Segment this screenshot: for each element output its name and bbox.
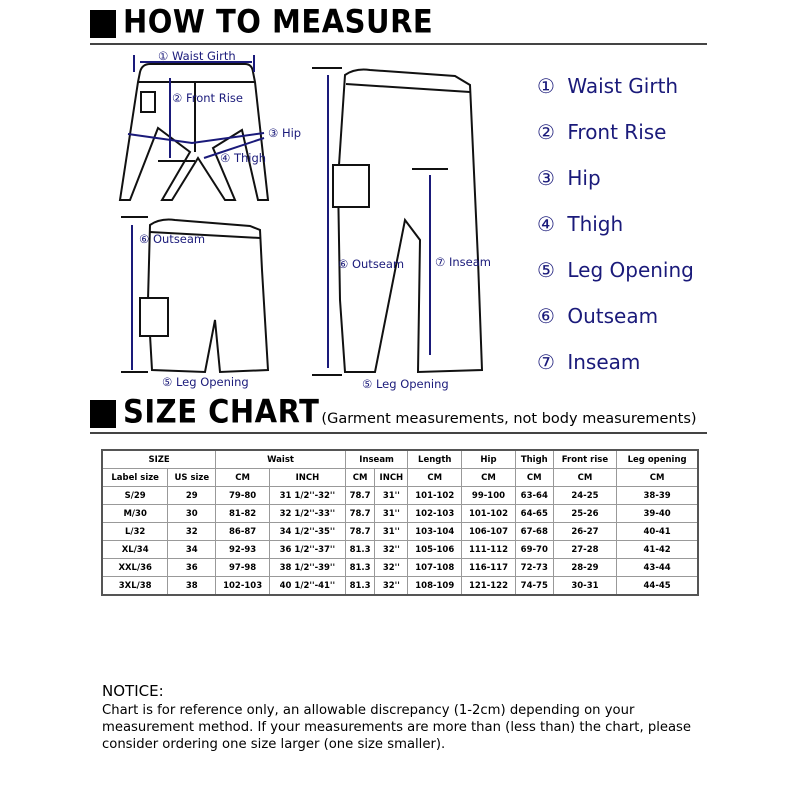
- table-cell: 32'': [375, 577, 408, 596]
- notice-section: [102, 683, 712, 753]
- col-group-leg-opening: Leg opening: [617, 450, 698, 469]
- col-group-waist: Waist: [216, 450, 346, 469]
- outseam-label-shorts: ⑥ Outseam: [139, 232, 206, 246]
- table-sub-header-row: [102, 469, 698, 487]
- table-row: [102, 559, 698, 577]
- table-cell: 32: [168, 523, 216, 541]
- table-cell: 74-75: [515, 577, 553, 596]
- table-cell: 92-93: [216, 541, 270, 559]
- table-cell: 106-107: [462, 523, 516, 541]
- table-cell: 102-103: [216, 577, 270, 596]
- hip-label: ③ Hip: [268, 126, 302, 140]
- front-pants-diagram: [120, 49, 301, 200]
- table-cell: 78.7: [345, 505, 375, 523]
- table-cell: 81.3: [345, 559, 375, 577]
- table-cell: 32'': [375, 541, 408, 559]
- table-row: [102, 505, 698, 523]
- table-cell: 36: [168, 559, 216, 577]
- table-cell: 64-65: [515, 505, 553, 523]
- table-cell: 27-28: [553, 541, 617, 559]
- table-cell: 107-108: [408, 559, 462, 577]
- notice-title: NOTICE:: [102, 682, 164, 700]
- table-cell: 108-109: [408, 577, 462, 596]
- table-cell: L/32: [102, 523, 168, 541]
- leg-opening-label-shorts: ⑤ Leg Opening: [162, 375, 249, 389]
- notice-text: Chart is for reference only, an allowable discrepancy (1-2cm) depending on your measurement method. If your measurements are more than (less than) the chart, please consider ordering one size larger (one size smaller).: [102, 703, 692, 752]
- table-cell: 31'': [375, 523, 408, 541]
- size-chart-subtitle: (Garment measurements, not body measurements): [321, 411, 697, 427]
- table-cell: 32 1/2''-33'': [269, 505, 345, 523]
- table-cell: 3XL/38: [102, 577, 168, 596]
- sub-header-cell: US size: [168, 469, 216, 487]
- thigh-label: ④ Thigh: [220, 151, 267, 165]
- table-cell: 40-41: [617, 523, 698, 541]
- col-group-hip: Hip: [462, 450, 516, 469]
- table-cell: 38 1/2''-39'': [269, 559, 345, 577]
- table-row: [102, 523, 698, 541]
- size-chart-table: [101, 449, 699, 596]
- table-cell: 44-45: [617, 577, 698, 596]
- sub-header-cell: Label size: [102, 469, 168, 487]
- table-cell: 38: [168, 577, 216, 596]
- sub-header-cell: CM: [553, 469, 617, 487]
- legend-item: ③ Hip: [537, 166, 601, 190]
- sub-header-cell: CM: [462, 469, 516, 487]
- table-cell: 31'': [375, 487, 408, 505]
- table-cell: 41-42: [617, 541, 698, 559]
- long-pants-diagram: [312, 68, 491, 391]
- table-cell: 81.3: [345, 541, 375, 559]
- table-cell: 81-82: [216, 505, 270, 523]
- legend-item: ① Waist Girth: [537, 74, 679, 98]
- table-cell: 67-68: [515, 523, 553, 541]
- table-cell: 69-70: [515, 541, 553, 559]
- measurement-legend: [537, 70, 694, 392]
- table-cell: 63-64: [515, 487, 553, 505]
- col-group-thigh: Thigh: [515, 450, 553, 469]
- table-cell: 32'': [375, 559, 408, 577]
- table-cell: 102-103: [408, 505, 462, 523]
- size-chart-header: [90, 392, 697, 431]
- sub-header-cell: CM: [345, 469, 375, 487]
- legend-item: ⑤ Leg Opening: [537, 258, 694, 282]
- header-block-icon: [90, 400, 116, 428]
- table-cell: 86-87: [216, 523, 270, 541]
- table-cell: 81.3: [345, 577, 375, 596]
- inseam-label: ⑦ Inseam: [435, 255, 491, 269]
- size-chart-title: SIZE CHART: [123, 392, 320, 431]
- leg-opening-label-pants: ⑤ Leg Opening: [362, 377, 449, 391]
- table-cell: 28-29: [553, 559, 617, 577]
- table-cell: 38-39: [617, 487, 698, 505]
- table-cell: XL/34: [102, 541, 168, 559]
- table-row: [102, 541, 698, 559]
- shorts-diagram: [121, 217, 268, 389]
- legend-item: ⑥ Outseam: [537, 304, 659, 328]
- table-cell: 121-122: [462, 577, 516, 596]
- sub-header-cell: INCH: [375, 469, 408, 487]
- col-group-length: Length: [408, 450, 462, 469]
- table-cell: 103-104: [408, 523, 462, 541]
- table-cell: 101-102: [408, 487, 462, 505]
- table-cell: 40 1/2''-41'': [269, 577, 345, 596]
- table-cell: 30-31: [553, 577, 617, 596]
- col-group-front-rise: Front rise: [553, 450, 617, 469]
- table-cell: 78.7: [345, 487, 375, 505]
- table-cell: XXL/36: [102, 559, 168, 577]
- table-cell: 105-106: [408, 541, 462, 559]
- table-cell: 36 1/2''-37'': [269, 541, 345, 559]
- table-cell: M/30: [102, 505, 168, 523]
- table-cell: 99-100: [462, 487, 516, 505]
- outseam-label-pants: ⑥ Outseam: [338, 257, 405, 271]
- legend-item: ⑦ Inseam: [537, 350, 641, 374]
- sub-header-cell: CM: [408, 469, 462, 487]
- sub-header-cell: CM: [515, 469, 553, 487]
- table-cell: 116-117: [462, 559, 516, 577]
- size-chart-divider: [90, 432, 707, 434]
- table-cell: 31 1/2''-32'': [269, 487, 345, 505]
- table-cell: 72-73: [515, 559, 553, 577]
- sub-header-cell: CM: [617, 469, 698, 487]
- sub-header-cell: CM: [216, 469, 270, 487]
- table-cell: 111-112: [462, 541, 516, 559]
- table-group-header-row: [102, 450, 698, 469]
- table-cell: 25-26: [553, 505, 617, 523]
- col-group-size: SIZE: [102, 450, 216, 469]
- col-group-inseam: Inseam: [345, 450, 408, 469]
- waist-girth-label: ① Waist Girth: [158, 49, 236, 63]
- table-row: [102, 577, 698, 596]
- table-cell: S/29: [102, 487, 168, 505]
- how-to-measure-title: HOW TO MEASURE: [123, 2, 434, 41]
- table-cell: 39-40: [617, 505, 698, 523]
- table-cell: 34 1/2''-35'': [269, 523, 345, 541]
- table-cell: 101-102: [462, 505, 516, 523]
- table-cell: 43-44: [617, 559, 698, 577]
- front-rise-label: ② Front Rise: [172, 91, 243, 105]
- sub-header-cell: INCH: [269, 469, 345, 487]
- table-cell: 34: [168, 541, 216, 559]
- table-cell: 31'': [375, 505, 408, 523]
- table-row: [102, 487, 698, 505]
- table-cell: 30: [168, 505, 216, 523]
- table-cell: 24-25: [553, 487, 617, 505]
- table-cell: 78.7: [345, 523, 375, 541]
- table-cell: 26-27: [553, 523, 617, 541]
- table-cell: 29: [168, 487, 216, 505]
- legend-item: ④ Thigh: [537, 212, 624, 236]
- legend-item: ② Front Rise: [537, 120, 667, 144]
- table-cell: 97-98: [216, 559, 270, 577]
- table-cell: 79-80: [216, 487, 270, 505]
